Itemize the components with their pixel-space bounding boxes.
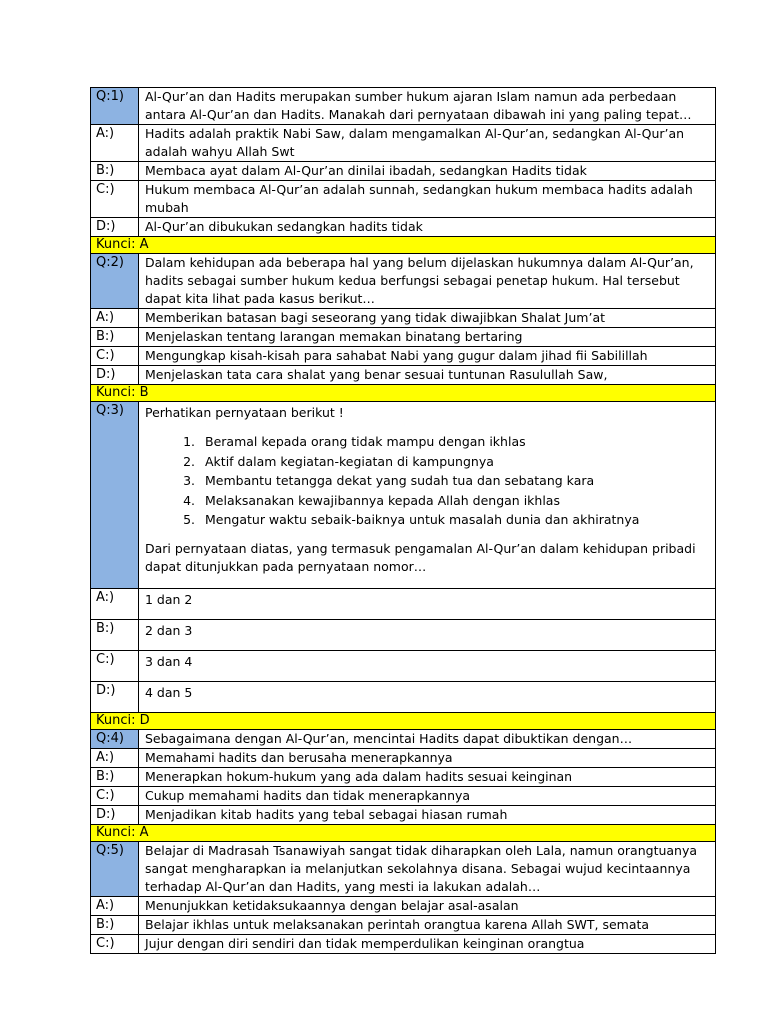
option-text: Memberikan batasan bagi seseorang yang tidak diwajibkan Shalat Jum’at [139, 309, 716, 328]
option-label: C:) [91, 786, 139, 805]
option-row [91, 328, 716, 347]
option-text: 3 dan 4 [139, 650, 716, 681]
option-label: C:) [91, 347, 139, 366]
option-text: 4 dan 5 [139, 681, 716, 712]
option-text: Mengungkap kisah-kisah para sahabat Nabi yang gugur dalam jihad fii Sabilillah [139, 347, 716, 366]
option-row [91, 309, 716, 328]
question-number: Q:1) [91, 88, 139, 125]
option-row [91, 181, 716, 218]
option-text: Al-Qur’an dibukukan sedangkan hadits tidak [139, 218, 716, 237]
question-number: Q:4) [91, 729, 139, 748]
question-row [91, 402, 716, 589]
option-row [91, 347, 716, 366]
question-text: Sebagaimana dengan Al-Qur’an, mencintai Hadits dapat dibuktikan dengan… [139, 729, 716, 748]
answer-key: Kunci: D [91, 712, 716, 729]
question-row [91, 729, 716, 748]
answer-key-row [91, 824, 716, 841]
option-row [91, 162, 716, 181]
option-text: Memahami hadits dan berusaha menerapkannya [139, 748, 716, 767]
option-label: A:) [91, 309, 139, 328]
option-row [91, 915, 716, 934]
statement-item: 3. Membantu tetangga dekat yang sudah tua dan sebatang kara [199, 471, 710, 491]
question-text: Dalam kehidupan ada beberapa hal yang belum dijelaskan hukumnya dalam Al-Qur’an, hadits sebagai sumber hukum kedua berfungsi sebagai penetap hukum. Hal tersebut dapat kita lihat pada kasus berikut… [139, 254, 716, 309]
question-number: Q:5) [91, 841, 139, 896]
answer-key-row [91, 385, 716, 402]
answer-key: Kunci: B [91, 385, 716, 402]
question-text: Dari pernyataan diatas, yang termasuk pengamalan Al-Qur’an dalam kehidupan pribadi dapat ditunjukkan pada pernyataan nomor… [145, 540, 696, 574]
option-row [91, 125, 716, 162]
question-intro: Perhatikan pernyataan berikut ! [145, 405, 344, 420]
option-label: B:) [91, 328, 139, 347]
quiz-table [90, 87, 716, 954]
option-row [91, 619, 716, 650]
question-row [91, 88, 716, 125]
option-row [91, 767, 716, 786]
option-label: D:) [91, 805, 139, 824]
option-label: B:) [91, 619, 139, 650]
statement-item: 2. Aktif dalam kegiatan-kegiatan di kampungnya [199, 452, 710, 472]
option-label: B:) [91, 767, 139, 786]
option-text: Menerapkan hokum-hukum yang ada dalam hadits sesuai keinginan [139, 767, 716, 786]
option-text: Menjelaskan tentang larangan memakan binatang bertaring [139, 328, 716, 347]
option-label: B:) [91, 915, 139, 934]
option-row [91, 805, 716, 824]
option-text: Membaca ayat dalam Al-Qur’an dinilai ibadah, sedangkan Hadits tidak [139, 162, 716, 181]
option-label: A:) [91, 896, 139, 915]
option-label: A:) [91, 588, 139, 619]
option-row [91, 681, 716, 712]
option-text: Hadits adalah praktik Nabi Saw, dalam mengamalkan Al-Qur’an, sedangkan Al-Qur’an adalah wahyu Allah Swt [139, 125, 716, 162]
option-text: Jujur dengan diri sendiri dan tidak memperdulikan keinginan orangtua [139, 934, 716, 953]
quiz-sheet [90, 87, 716, 954]
answer-key: Kunci: A [91, 237, 716, 254]
option-label: D:) [91, 681, 139, 712]
question-row [91, 254, 716, 309]
option-label: A:) [91, 748, 139, 767]
question-number: Q:2) [91, 254, 139, 309]
option-row [91, 650, 716, 681]
answer-key: Kunci: A [91, 824, 716, 841]
option-text: 1 dan 2 [139, 588, 716, 619]
option-row [91, 786, 716, 805]
statement-item: 5. Mengatur waktu sebaik-baiknya untuk masalah dunia dan akhiratnya [199, 510, 710, 530]
statement-item: 4. Melaksanakan kewajibannya kepada Allah dengan ikhlas [199, 491, 710, 511]
option-row [91, 366, 716, 385]
question-row [91, 841, 716, 896]
option-text: Hukum membaca Al-Qur’an adalah sunnah, sedangkan hukum membaca hadits adalah mubah [139, 181, 716, 218]
option-row [91, 934, 716, 953]
option-label: C:) [91, 181, 139, 218]
option-label: A:) [91, 125, 139, 162]
question-text: Al-Qur’an dan Hadits merupakan sumber hukum ajaran Islam namun ada perbedaan antara Al-Qur’an dan Hadits. Manakah dari pernyataan dibawah ini yang paling tepat… [139, 88, 716, 125]
option-text: 2 dan 3 [139, 619, 716, 650]
option-label: C:) [91, 934, 139, 953]
option-row [91, 218, 716, 237]
option-text: Belajar ikhlas untuk melaksanakan perintah orangtua karena Allah SWT, semata [139, 915, 716, 934]
question-number: Q:3) [91, 402, 139, 589]
option-label: B:) [91, 162, 139, 181]
option-text: Menjadikan kitab hadits yang tebal sebagai hiasan rumah [139, 805, 716, 824]
question-text: Belajar di Madrasah Tsanawiyah sangat tidak diharapkan oleh Lala, namun orangtuanya sangat mengharapkan ia melanjutkan sekolahnya disana. Sebagai wujud kecintaannya terhadap Al-Qur’an dan Hadits, yang mesti ia lakukan adalah… [139, 841, 716, 896]
option-text: Cukup memahami hadits dan tidak menerapkannya [139, 786, 716, 805]
statement-item: 1. Beramal kepada orang tidak mampu dengan ikhlas [199, 432, 710, 452]
option-label: D:) [91, 218, 139, 237]
option-row [91, 588, 716, 619]
option-text: Menunjukkan ketidaksukaannya dengan belajar asal-asalan [139, 896, 716, 915]
option-row [91, 748, 716, 767]
statement-list [145, 432, 710, 530]
question-statement-block [139, 402, 716, 589]
answer-key-row [91, 237, 716, 254]
option-text: Menjelaskan tata cara shalat yang benar sesuai tuntunan Rasulullah Saw, [139, 366, 716, 385]
option-label: C:) [91, 650, 139, 681]
option-row [91, 896, 716, 915]
option-label: D:) [91, 366, 139, 385]
answer-key-row [91, 712, 716, 729]
